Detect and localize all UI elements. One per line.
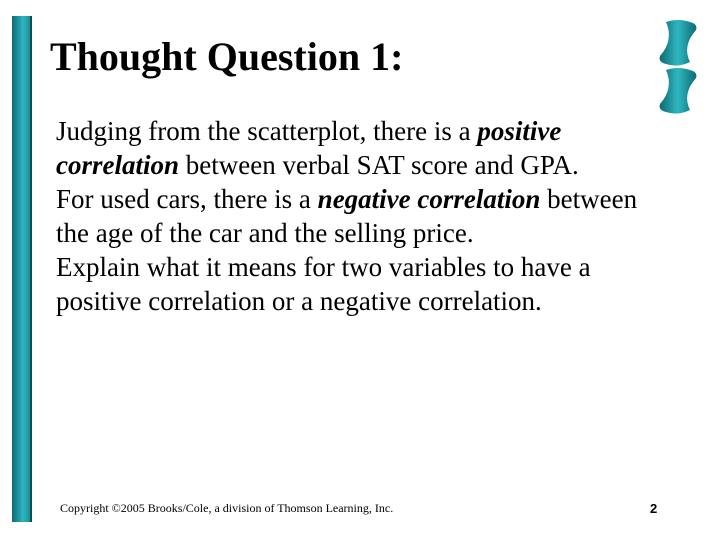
paragraph-scatterplot	[56, 114, 646, 182]
wavy-ribbon-icon	[656, 18, 700, 118]
slide-title: Thought Question 1:	[50, 34, 404, 79]
positive-correlation-emphasis: positive correlation	[56, 116, 562, 180]
paragraph-used-cars	[56, 182, 646, 250]
paragraph-3-text: Explain what it means for two variables to have a positive correlation or a negative correlation.	[56, 252, 591, 316]
paragraph-1-text-2: between verbal SAT score and GPA.	[179, 150, 579, 180]
page-number: 2	[650, 501, 658, 516]
paragraph-2-text-1: For used cars, there is a	[56, 184, 318, 214]
left-accent-bar	[12, 16, 30, 522]
paragraph-2-text-2: between the age of the car and the selling price.	[56, 184, 638, 248]
paragraph-explain	[56, 250, 646, 318]
paragraph-1-text-1: Judging from the scatterplot, there is a	[56, 116, 478, 146]
slide-body	[56, 114, 646, 318]
copyright-notice: Copyright ©2005 Brooks/Cole, a division of Thomson Learning, Inc.	[60, 501, 394, 515]
left-accent-bar-edge	[30, 16, 32, 522]
negative-correlation-emphasis: negative correlation	[317, 184, 541, 214]
